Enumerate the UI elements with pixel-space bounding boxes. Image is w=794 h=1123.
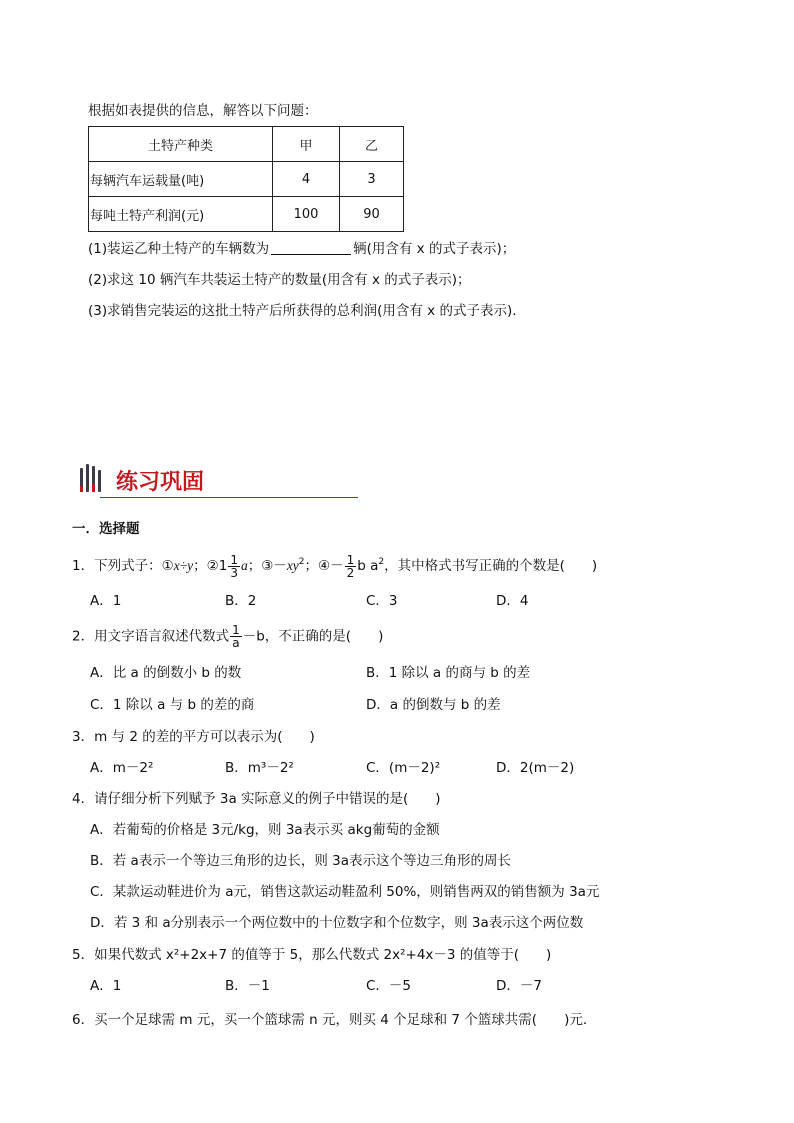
- option-a[interactable]: A．1: [90, 978, 122, 994]
- q1-sep-3: ；④－: [304, 558, 344, 574]
- table-cell: 3: [340, 162, 404, 197]
- question-3-stem: 3．m 与 2 的差的平方可以表示为( ): [72, 729, 315, 745]
- q1-sep-1: ；②1: [193, 558, 228, 574]
- superscript: 2: [378, 557, 385, 567]
- option-b[interactable]: B．1 除以 a 的商与 b 的差: [366, 665, 531, 681]
- option-b[interactable]: B．2: [225, 593, 257, 609]
- question-5-stem: 5．如果代数式 x²+2x+7 的值等于 5，那么代数式 2x²+4x－3 的值等于( ): [72, 947, 552, 963]
- subq-3: (3)求销售完装运的这批土特产后所获得的总利润(用含有 x 的式子表示)．: [88, 303, 526, 319]
- section-icon: [78, 462, 106, 498]
- fraction-denominator: 2: [346, 565, 355, 580]
- q1-expr-3: xy: [286, 558, 299, 573]
- table-cell: 每辆汽车运载量(吨): [89, 162, 273, 197]
- option-c[interactable]: C．某款运动鞋进价为 a元，销售这款运动鞋盈利 50%，则销售两双的销售额为 3a元: [90, 884, 600, 900]
- table-header-cell: 乙: [340, 127, 404, 162]
- option-c[interactable]: C．1 除以 a 与 b 的差的商: [90, 697, 255, 713]
- section-title: 练习巩固: [116, 470, 205, 495]
- section-divider: [100, 497, 358, 498]
- option-d[interactable]: D．a 的倒数与 b 的差: [366, 697, 501, 713]
- question-2-stem: [72, 624, 383, 649]
- q1-prefix: 1．下列式子：①: [72, 558, 174, 574]
- option-a[interactable]: A．比 a 的倒数小 b 的数: [90, 665, 242, 681]
- fraction-numerator: 1: [346, 552, 355, 567]
- fraction-numerator: 1: [232, 623, 240, 637]
- option-d[interactable]: D．－7: [496, 978, 542, 994]
- superscript: 2: [298, 557, 305, 567]
- option-c[interactable]: C．(m－2)²: [366, 760, 441, 776]
- q1-expr-2: a: [240, 558, 248, 573]
- intro-text: 根据如表提供的信息，解答以下问题：: [88, 103, 318, 119]
- q1-expr-1: x÷y: [173, 558, 194, 573]
- table-header-cell: 土特产种类: [89, 127, 273, 162]
- table-cell: 每吨土特产利润(元): [89, 197, 273, 232]
- subq-2: (2)求这 10 辆汽车共装运土特产的数量(用含有 x 的式子表示)；: [88, 272, 471, 288]
- table-cell: 90: [340, 197, 404, 232]
- option-d[interactable]: D．4: [496, 593, 529, 609]
- option-b[interactable]: B．若 a表示一个等边三角形的边长，则 3a表示这个等边三角形的周长: [90, 853, 511, 869]
- data-table: [88, 126, 404, 232]
- fraction-denominator: 3: [230, 565, 238, 580]
- option-a[interactable]: A．若葡萄的价格是 3元/kg，则 3a表示买 akg葡萄的金额: [90, 822, 440, 838]
- table-cell: 4: [273, 162, 340, 197]
- option-d[interactable]: D．若 3 和 a分别表示一个两位数中的十位数字和个位数字，则 3a表示这个两位数: [90, 915, 584, 931]
- option-a[interactable]: A．1: [90, 593, 122, 609]
- option-d[interactable]: D．2(m－2): [496, 760, 575, 776]
- question-1-stem: [72, 553, 597, 579]
- section-subtitle: 一．选择题: [72, 521, 140, 537]
- fraction: [345, 554, 357, 579]
- table-header-cell: 甲: [273, 127, 340, 162]
- q1-suffix: ，其中格式书写正确的个数是( ): [384, 558, 598, 574]
- fraction-denominator: a: [232, 636, 240, 650]
- option-a[interactable]: A．m－2²: [90, 760, 154, 776]
- q2-suffix: －b，不正确的是( ): [242, 628, 384, 645]
- subq-1-text-b: 辆(用含有 x 的式子表示)；: [353, 241, 516, 257]
- subq-1-text-a: (1)装运乙种土特产的车辆数为: [88, 241, 270, 257]
- fraction: [230, 624, 242, 649]
- q1-expr-4: b a: [357, 558, 379, 574]
- q2-prefix: 2．用文字语言叙述代数式: [72, 628, 230, 645]
- answer-blank[interactable]: [271, 242, 351, 255]
- fraction-numerator: 1: [230, 552, 238, 567]
- option-b[interactable]: B．－1: [225, 978, 270, 994]
- subq-1: [88, 240, 515, 258]
- q1-sep-2: ；③－: [247, 558, 287, 574]
- option-b[interactable]: B．m³－2²: [225, 760, 294, 776]
- option-c[interactable]: C．－5: [366, 978, 412, 994]
- fraction: [228, 554, 240, 579]
- table-header-row: [89, 127, 404, 162]
- table-row: [89, 162, 404, 197]
- table-row: [89, 197, 404, 232]
- option-c[interactable]: C．3: [366, 593, 398, 609]
- table-cell: 100: [273, 197, 340, 232]
- question-4-stem: 4．请仔细分析下列赋予 3a 实际意义的例子中错误的是( ): [72, 791, 441, 807]
- question-6-stem: 6．买一个足球需 m 元，买一个篮球需 n 元，则买 4 个足球和 7 个篮球共需( )元．: [72, 1012, 597, 1028]
